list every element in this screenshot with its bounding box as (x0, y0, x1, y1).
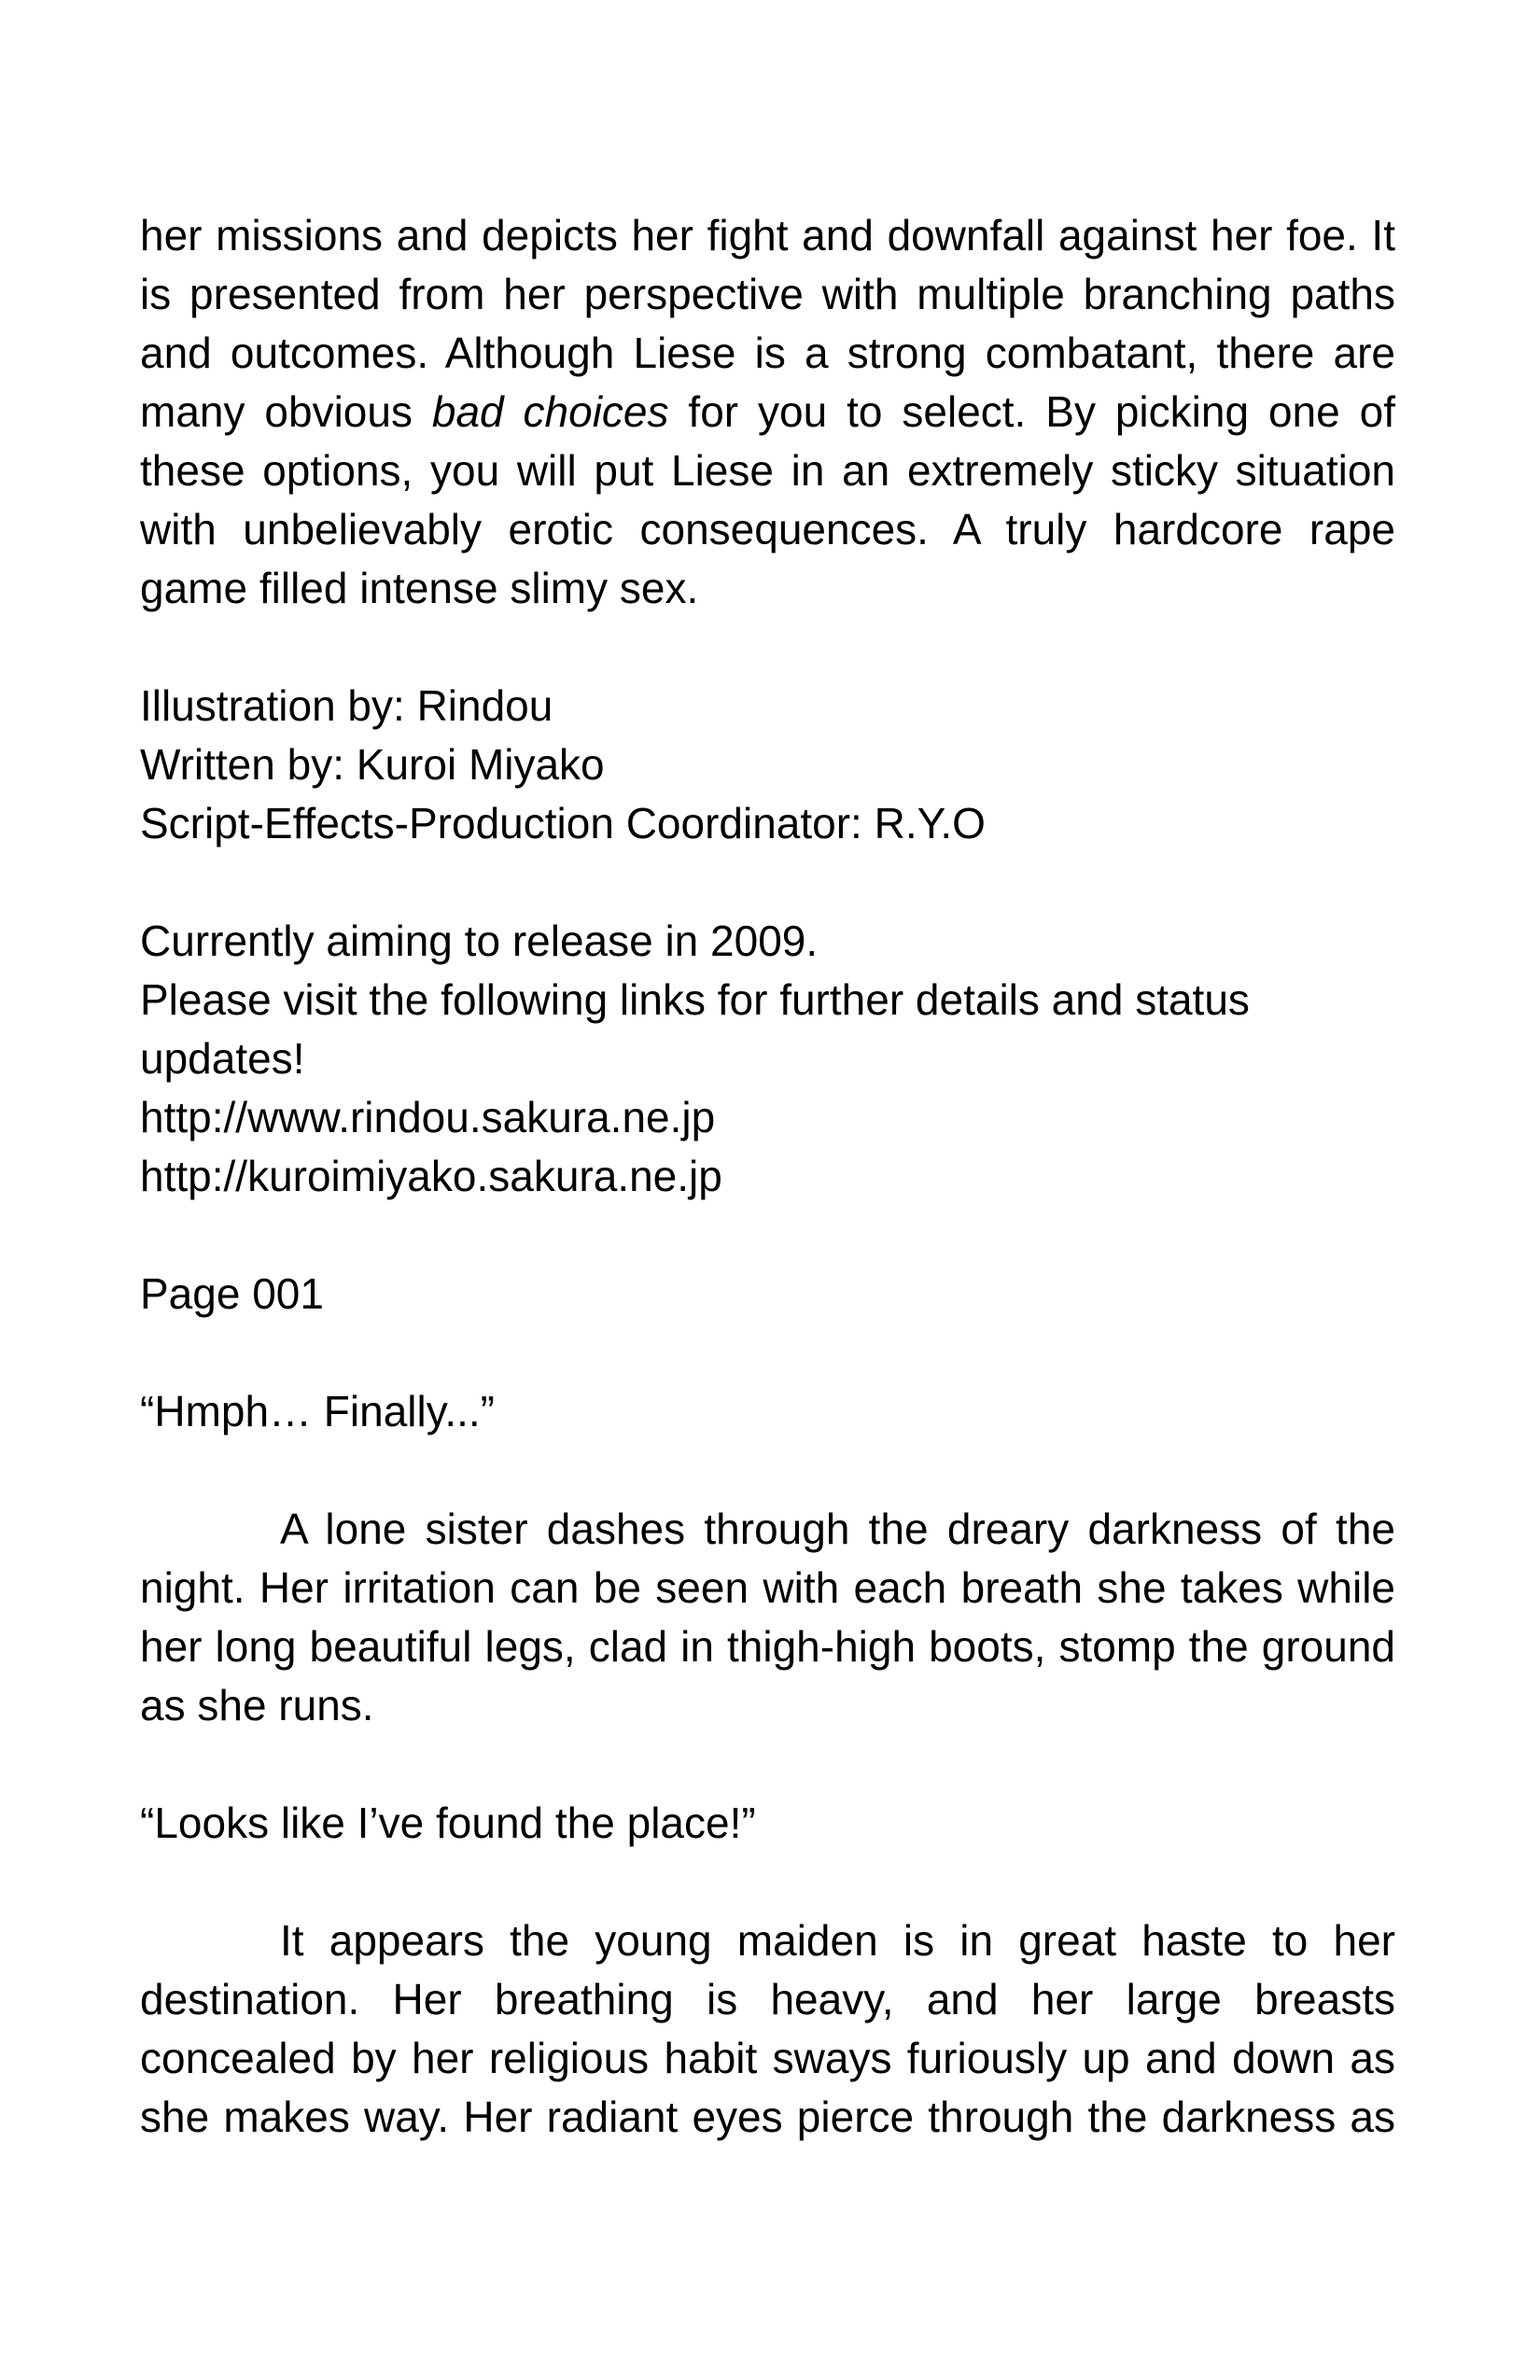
blank-line (140, 853, 1395, 912)
url-kuroimiyako: http://kuroimiyako.sakura.ne.jp (140, 1152, 722, 1200)
credit-coordination-line: Script-Effects-Production Coordinator: R.Y.O (140, 799, 986, 847)
narration-paragraph (140, 1911, 1395, 2147)
narration-line: concealed by her religious habit sways furiously up and down as (140, 2034, 1395, 2082)
blank-line (140, 1441, 1395, 1500)
blank-line (140, 1323, 1395, 1382)
intro-paragraph-line: these options, you will put Liese in an extremely sticky situation (140, 446, 1395, 495)
release-info-block (140, 912, 1395, 1206)
blank-line (140, 618, 1395, 677)
intro-paragraph-line: is presented from her perspective with multiple branching paths (140, 270, 1395, 318)
narration-line: A lone sister dashes through the dreary darkness of the (280, 1505, 1395, 1553)
intro-paragraph-last-line: game filled intense slimy sex. (140, 564, 699, 612)
credits-block (140, 677, 1395, 853)
intro-paragraph-line-with-italic (140, 383, 1395, 441)
visit-links-line: updates! (140, 1034, 305, 1083)
visit-links-line: Please visit the following links for further details and status (140, 975, 1250, 1024)
intro-paragraph-text: for you to select. By picking one of (668, 387, 1395, 436)
release-date-line: Currently aiming to release in 2009. (140, 917, 819, 965)
narration-last-line: as she runs. (140, 1681, 374, 1729)
blank-line (140, 1853, 1395, 1911)
url-rindou: http://www.rindou.sakura.ne.jp (140, 1093, 716, 1141)
intro-paragraph-line: and outcomes. Although Liese is a strong combatant, there are (140, 329, 1395, 377)
narration-line: she makes way. Her radiant eyes pierce through the darkness as (140, 2093, 1395, 2141)
dialogue-line: “Looks like I’ve found the place!” (140, 1799, 756, 1847)
page-marker: Page 001 (140, 1269, 324, 1318)
credit-illustration-line: Illustration by: Rindou (140, 681, 553, 730)
narration-line: destination. Her breathing is heavy, and her large breasts (140, 1975, 1395, 2023)
blank-line (140, 1735, 1395, 1794)
intro-paragraph-line: her missions and depicts her fight and downfall against her foe. It (140, 211, 1395, 259)
narration-line: her long beautiful legs, clad in thigh-high boots, stomp the ground (140, 1622, 1395, 1671)
text-block (140, 206, 1395, 2147)
italic-phrase: bad choices (431, 387, 669, 436)
intro-paragraph-text: many obvious (140, 387, 432, 436)
narration-line: night. Her irritation can be seen with each breath she takes while (140, 1563, 1395, 1612)
narration-line: It appears the young maiden is in great haste to her (280, 1916, 1395, 1965)
narration-paragraph (140, 1500, 1395, 1735)
credit-writing-line: Written by: Kuroi Miyako (140, 740, 605, 789)
intro-paragraph-line: with unbelievably erotic consequences. A truly hardcore rape (140, 505, 1395, 553)
dialogue-line: “Hmph… Finally...” (140, 1387, 495, 1435)
blank-line (140, 1206, 1395, 1265)
intro-paragraph (140, 206, 1395, 618)
